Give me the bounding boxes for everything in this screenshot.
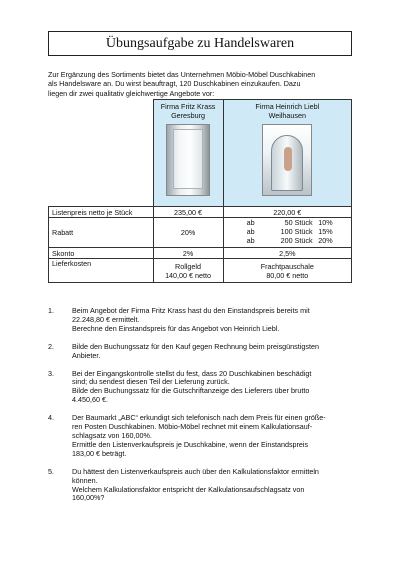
task-line: 183,00 € beträgt.	[72, 448, 127, 458]
intro-text	[48, 70, 360, 98]
lieferkosten-b-amount: 80,00 € netto	[266, 270, 309, 280]
task-line: Bilde den Buchungssatz für den Kauf gegen Rechnung beim preisgünstigsten	[72, 341, 319, 351]
shower-cabin-image-a	[166, 124, 210, 196]
task-number: 1.	[48, 306, 54, 315]
tier-qty: 200 Stück	[280, 235, 313, 245]
supplier-a-name: Firma Fritz Krass	[160, 102, 216, 111]
task-item	[48, 307, 368, 334]
rabatt-b	[223, 218, 351, 248]
offer-comparison-table	[48, 99, 352, 283]
task-line: Welchem Kalkulationsfaktor entspricht der Kalkulationsaufschlagsatz von	[72, 484, 305, 494]
shower-cabin-image-b	[262, 124, 312, 196]
rabatt-b-tiers	[247, 219, 348, 245]
skonto-a: 2%	[153, 248, 223, 259]
task-line: Bei der Eingangskontrolle stellst du fest, dass 20 Duschkabinen beschädigt	[72, 368, 312, 378]
rabatt-a: 20%	[153, 218, 223, 248]
task-line: können.	[72, 475, 98, 485]
task-line: Der Baumarkt „ABC“ erkundigt sich telefonisch nach dem Preis für einen größe-	[72, 413, 326, 423]
task-number: 4.	[48, 413, 54, 423]
worksheet-title: Übungsaufgabe zu Handelswaren	[48, 31, 352, 56]
lieferkosten-b	[223, 259, 351, 283]
tier-prefix: ab	[246, 227, 255, 237]
skonto-b: 2,5%	[223, 248, 351, 259]
tier-prefix: ab	[246, 218, 255, 228]
task-item	[48, 414, 368, 459]
task-number: 3.	[48, 368, 54, 378]
task-line: 160,00%?	[72, 493, 105, 503]
tier-pct: 10%	[318, 218, 333, 228]
intro-line: liegen dir zwei qualitativ gleichwertige Angebote vor:	[48, 88, 215, 98]
lieferkosten-a-type: Rollgeld	[175, 261, 202, 271]
lieferkosten-a	[153, 259, 223, 283]
task-list	[48, 307, 368, 503]
task-line: Du hättest den Listenverkaufspreis auch über den Kalkulationsfaktor ermitteln	[72, 466, 319, 476]
task-number: 2.	[48, 341, 54, 351]
tier-pct: 15%	[318, 227, 333, 237]
lieferkosten-a-amount: 140,00 € netto	[165, 270, 212, 280]
intro-line: als Handelsware an. Du wirst beauftragt, 120 Duschkabinen einzukaufen. Dazu	[48, 79, 301, 89]
row-label-skonto: Skonto	[49, 248, 154, 259]
supplier-b-city: Weilhausen	[268, 111, 307, 120]
supplier-b-header	[223, 100, 351, 207]
task-line: schlagsatz von 160,00%.	[72, 430, 152, 440]
intro-line: Zur Ergänzung des Sortiments bietet das Unternehmen Möbio-Möbel Duschkabinen	[48, 70, 316, 79]
task-line: 22.248,80 € ermittelt.	[72, 314, 140, 324]
listenpreis-a: 235,00 €	[153, 207, 223, 218]
task-line: Anbieter.	[72, 350, 101, 360]
task-line: 4.450,60 €.	[72, 395, 108, 405]
supplier-a-header	[153, 100, 223, 207]
tier-qty: 100 Stück	[280, 227, 313, 237]
listenpreis-b: 220,00 €	[223, 207, 351, 218]
task-item	[48, 468, 368, 504]
tier-prefix: ab	[246, 235, 255, 245]
task-item	[48, 343, 368, 361]
table-corner	[49, 100, 154, 207]
row-label-listenpreis: Listenpreis netto je Stück	[49, 207, 154, 218]
task-line: Ermittle den Listenverkaufspreis je Duschkabine, wenn der Einstandspreis	[72, 439, 309, 449]
supplier-b-name: Firma Heinrich Liebl	[255, 102, 320, 111]
task-line: Berechne den Einstandspreis für das Angebot von Heinrich Liebl.	[72, 323, 280, 333]
task-line: ren Posten Duschkabinen. Möbio-Möbel rechnet mit einem Kalkulationsauf-	[72, 422, 313, 432]
tier-qty: 50 Stück	[284, 218, 313, 228]
task-line: Bilde den Buchungssatz für die Gutschriftanzeige des Lieferers über brutto	[72, 386, 310, 396]
task-item	[48, 370, 368, 406]
supplier-a-city: Geresburg	[171, 111, 206, 120]
tier-pct: 20%	[318, 235, 333, 245]
row-label-lieferkosten: Lieferkosten	[49, 259, 154, 283]
task-number: 5.	[48, 466, 54, 476]
task-line: Beim Angebot der Firma Fritz Krass hast du den Einstandspreis bereits mit	[72, 306, 310, 315]
task-line: sind; du sendest diesen Teil der Lieferung zurück.	[72, 377, 230, 387]
row-label-rabatt: Rabatt	[49, 218, 154, 248]
lieferkosten-b-type: Frachtpauschale	[260, 261, 314, 271]
